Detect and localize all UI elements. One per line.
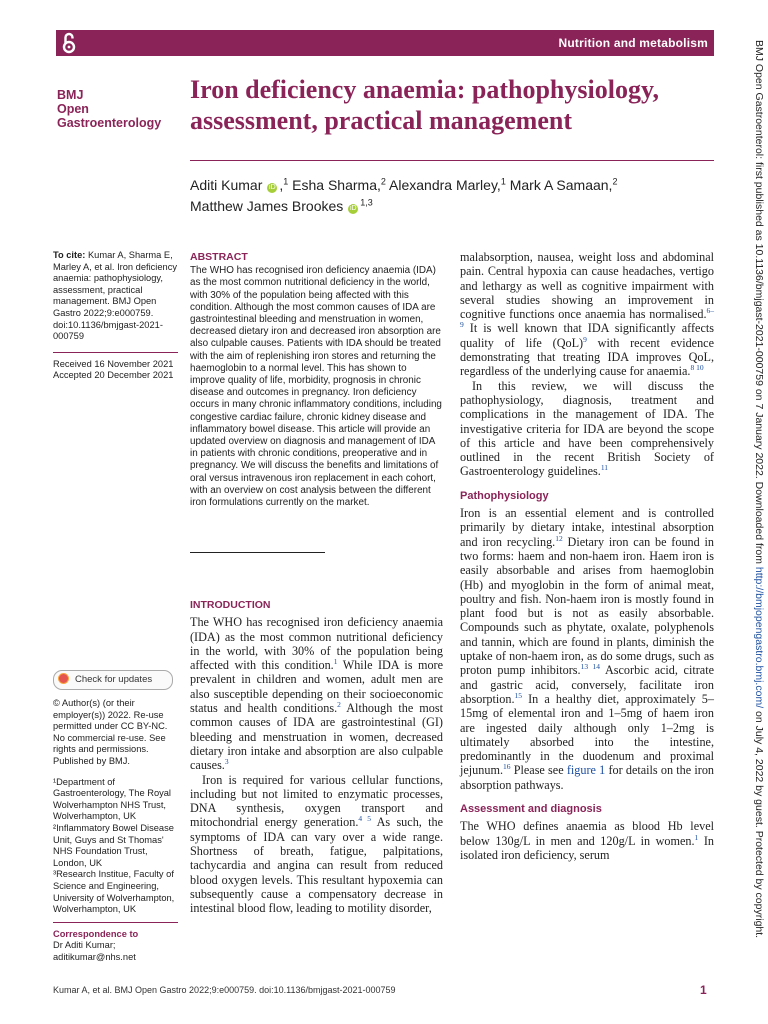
paragraph: The WHO has recognised iron deficiency anaemia (IDA) as the most common nutritional deficiency in the world, with 30% of the population being affected with this condition.$^1$ While IDA is more prevalent in children and women, adult men are also susceptible depending on their socioeconomic status and health conditions.$^2$ Although the most common causes of IDA are gastrointestinal (GI) bleeding and menstruation in women, decreased dietary iron intake and absorption are also culpable causes.$^3$ — [190, 615, 444, 773]
open-access-icon — [58, 31, 80, 55]
author-affiliation-ref: 1,3 — [360, 197, 373, 208]
notice-text: BMJ Open Gastroenterol: first published as 10.1136/bmjgast-2021-000759 on 7 January 2022. Downloaded from http://bmjopengastro.bmj.com/ on July 4, 2022 by guest. Protected by copyright. — [753, 40, 765, 939]
abstract-divider — [190, 552, 325, 553]
reference-link[interactable]: 16 — [503, 762, 511, 772]
section-header-bar — [56, 30, 714, 56]
author-affiliation-ref: 2 — [612, 176, 618, 186]
received-date: Received 16 November 2021 — [53, 358, 174, 369]
affiliation-2: ²Inflammatory Bowel Disease Unit, Guys and St Thomas' NHS Foundation Trust, London, UK — [53, 822, 174, 868]
author-name: Matthew James Brookes — [190, 198, 344, 215]
paragraph: malabsorption, nausea, weight loss and abdominal pain. Central hypoxia can cause headaches, vertigo and lethargy as well as cognitive impairment with several studies showing an improvement in cognitive functions once anaemia has normalised.$^{6-9}$ It is well known that IDA significantly affects quality of life (QoL)$^9$ with recent evidence demonstrating that treating IDA improves QoL, regardless of the underlying cause for anaemia.$^{8 10}$ — [460, 250, 714, 379]
reference-link[interactable]: 2 — [337, 700, 341, 710]
sidebar-divider — [53, 352, 178, 353]
orcid-icon[interactable]: iD — [349, 205, 357, 213]
body-column-right — [460, 250, 714, 862]
journal-logo-line: Gastroenterology — [57, 116, 162, 130]
section-label: Nutrition and metabolism — [558, 36, 708, 50]
reference-link[interactable]: 9 — [583, 334, 587, 344]
affiliation-1: ¹Department of Gastroenterology, The Royal Wolverhampton NHS Trust, Wolverhampton, UK — [53, 776, 171, 822]
reference-link[interactable]: 1 — [694, 832, 699, 842]
check-updates-label: Check for updates — [75, 674, 153, 685]
dates-block — [53, 359, 178, 382]
correspondence-label: Correspondence to — [53, 928, 139, 939]
article-title: Iron deficiency anaemia: pathophysiology, assessment, practical management — [190, 75, 660, 135]
introduction-section — [190, 598, 443, 916]
figure-link[interactable]: figure 1 — [566, 763, 606, 778]
author-affiliation-ref: 1 — [500, 176, 506, 186]
title-divider — [190, 160, 714, 161]
reference-link[interactable]: 6–9 — [460, 306, 714, 330]
journal-logo — [57, 88, 167, 130]
author: Aditi Kumar iD ,$^1$ — [190, 176, 289, 193]
assessment-heading: Assessment and diagnosis — [460, 802, 602, 815]
copyright-text: © Author(s) (or their employer(s)) 2022. Re-use permitted under CC BY-NC. No commercial re-use. See rights and permissions. Published by BMJ. — [53, 698, 168, 766]
paragraph: Iron is an essential element and is controlled primarily by dietary intake, intestinal absorption and iron recycling.$^{12}$ Dietary iron can be found in two forms: haem and non-haem iron. Haem iron is easily absorbable and arises from haemoglobin (Hb) and myoglobin in the form of animal meat, poultry and fish. Non-haem iron is mostly found in plant food but is not as easily absorbable. Compounds such as phytate, oxalate, polyphenols and tannin, which are found in plants, diminish the uptake of non-haem iron, as do some drugs, such as proton pump inhibitors.$^{13 14}$ Ascorbic acid, citrate and gastric acid, conversely, facilitate iron absorption.$^{15}$ In a healthy diet, approximately 5–15mg of elemental iron and 1–5mg of haem iron are ingested daily although only 1–2mg is ultimately absorbed into the intestine, predominantly in the duodenum and proximal jejunum.$^{16}$ Please see figure 1 for details on the iron absorption pathways. — [460, 506, 715, 792]
abstract-text: The WHO has recognised iron deficiency anaemia (IDA) as the most common nutritional deficiency in the world, with 30% of the population being affected with this condition. Although the most common causes of IDA are gastrointestinal bleeding and menstruation in women, decreased dietary iron and decreased iron absorption are also culpable causes. Patients with IDA should be treated with the aim of replenishing iron stores and returning the haemoglobin to a normal level. This has shown to improve quality of life, morbidity, prognosis in chronic disease and outcomes in pregnancy. Iron deficiency occurs in many chronic inflammatory conditions, including congestive cardiac failure, chronic kidney disease and inflammatory bowel disease. This article will provide an updated overview on diagnosis and management of IDA in patients with chronic conditions, preoperative and in pregnancy. We will discuss the benefits and limitations of oral versus intravenous iron replacement in each cohort, with an overview on cost analysis between the different iron formulations currently on the market. — [190, 265, 442, 509]
reference-link[interactable]: 1 — [333, 657, 338, 667]
article-sidebar — [53, 250, 178, 382]
author — [389, 177, 506, 193]
reference-link[interactable]: 12 — [555, 533, 563, 543]
paragraph: Iron is required for various cellular functions, including but not limited to enzymatic processes, DNA synthesis, oxygen transport and mitochondrial energy generation.$^{4 5}$ As such, the symptoms of IDA can vary over a wide range. Shortness of breath, fatigue, palpitations, tachycardia and angina can result from reduced blood oxygen levels. This resultant hypoxemia can subsequently cause a compensatory decrease in intestinal blood flow, leading to motility disorder, — [190, 772, 444, 916]
affiliation-3: ³Research Institue, Faculty of Science and Engineering, University of Wolverhampton, Wolverhampton, UK — [53, 869, 175, 915]
reference-link[interactable]: 4 5 — [358, 814, 371, 824]
reference-link[interactable]: 11 — [600, 463, 609, 473]
correspondence-name: Dr Aditi Kumar; — [53, 940, 116, 951]
paragraph: In this review, we will discuss the pathophysiology, diagnosis, treatment and complications in the management of IDA. The investigative criteria for IDA are beyond the scope of this article and have been comprehensively outlined in the recent British Society of Gastroenterology guidelines.$^{11}$ — [460, 378, 714, 479]
author-affiliation-ref: 1 — [283, 176, 289, 186]
author-name: Alexandra Marley, — [389, 176, 501, 193]
author — [292, 177, 386, 193]
accepted-date: Accepted 20 December 2021 — [53, 370, 174, 381]
abstract — [190, 251, 443, 509]
check-updates-icon — [58, 673, 69, 684]
reference-link[interactable]: 3 — [224, 757, 229, 767]
page-number: 1 — [700, 983, 707, 997]
journal-url-link[interactable]: http://bmjopengastro.bmj.com/ — [753, 566, 765, 709]
reference-link[interactable]: 8 10 — [690, 363, 704, 373]
citation-text: Kumar A, Sharma E, Marley A, et al. Iron deficiency anaemia: pathophysiology, assessment, practical management. BMJ Open Gastro 2022;9:e000759. doi:10.1136/bmjgast-2021-000759 — [53, 250, 178, 342]
orcid-icon[interactable]: iD — [269, 183, 276, 191]
page-footer-citation: Kumar A, et al. BMJ Open Gastro 2022;9:e000759. doi:10.1136/bmjgast-2021-000759 — [53, 985, 396, 995]
journal-logo-line: BMJ — [57, 88, 84, 102]
author-name: Esha Sharma, — [292, 176, 381, 193]
vertical-download-notice — [725, 40, 765, 990]
reference-link[interactable]: 13 14 — [580, 662, 601, 672]
author-affiliation-ref: 2 — [380, 176, 386, 186]
sidebar-divider — [53, 922, 178, 923]
check-for-updates-button[interactable] — [53, 670, 173, 690]
journal-logo-line: Open — [57, 102, 89, 116]
citation-label: To cite: — [53, 250, 86, 260]
author — [510, 177, 618, 193]
author — [190, 198, 373, 214]
citation-block — [53, 250, 178, 343]
author-name: Mark A Samaan, — [509, 176, 613, 193]
paragraph: The WHO defines anaemia as blood Hb level below 130g/L in men and 120g/L in women.$^1$ In isolated iron deficiency, serum — [460, 819, 714, 862]
pathophysiology-heading: Pathophysiology — [460, 489, 549, 502]
author-name: Aditi Kumar — [190, 176, 263, 193]
reference-link[interactable]: 15 — [514, 690, 522, 700]
author-list — [190, 172, 714, 215]
introduction-heading: INTRODUCTION — [190, 599, 271, 611]
abstract-heading: ABSTRACT — [190, 251, 248, 263]
correspondence-email[interactable]: aditikumar@nhs.net — [53, 951, 136, 962]
rights-block — [53, 698, 178, 963]
